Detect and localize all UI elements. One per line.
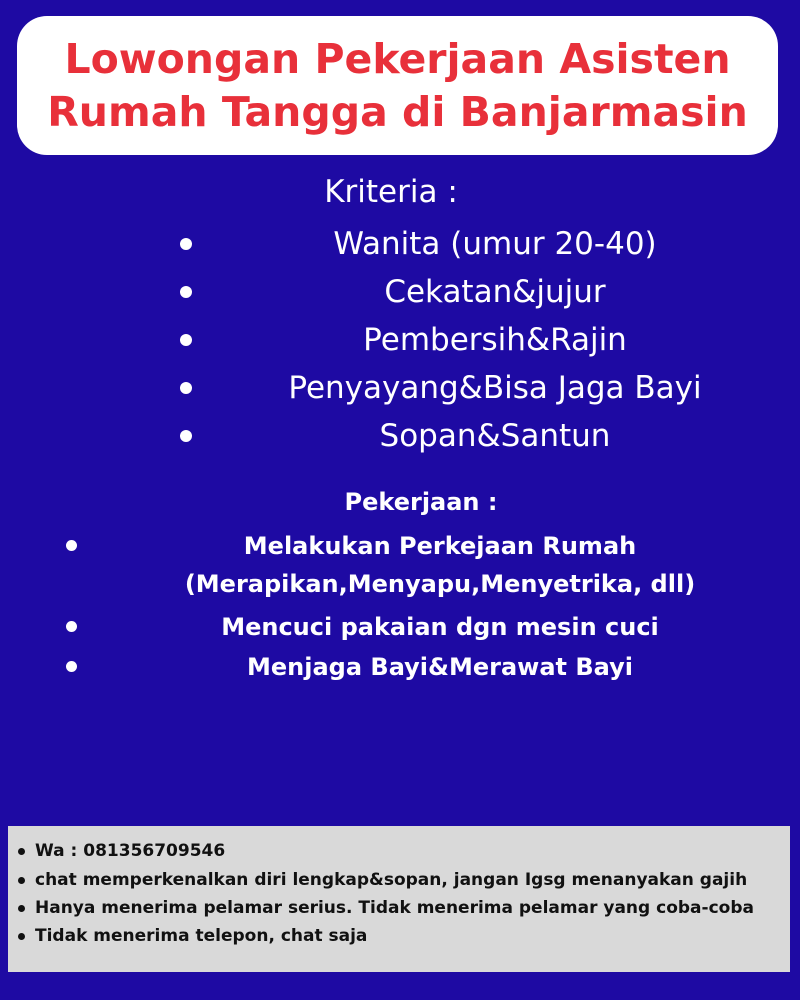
bullet-icon [18,848,25,855]
pekerjaan-item [0,608,800,646]
pekerjaan-item-detail: (Merapikan,Menyapu,Menyetrika, dll) [184,570,696,598]
info-item [8,922,790,950]
kriteria-item [0,222,800,266]
kriteria-item-text: Sopan&Santun [379,418,611,454]
kriteria-item-text: Pembersih&Rajin [363,322,627,358]
kriteria-item [0,366,800,410]
bullet-icon [18,905,25,912]
pekerjaan-item [0,648,800,686]
pekerjaan-heading: Pekerjaan : [344,488,498,516]
info-item-text: Hanya menerima pelamar serius. Tidak menerima pelamar yang coba-coba [35,898,754,918]
bullet-icon [66,621,77,632]
kriteria-heading: Kriteria : [324,174,458,210]
pekerjaan-item-text: Menjaga Bayi&Merawat Bayi [247,653,633,681]
pekerjaan-item-text: Mencuci pakaian dgn mesin cuci [221,613,659,641]
title-banner [17,16,778,155]
kriteria-item-text: Wanita (umur 20-40) [333,226,657,262]
info-item-text: chat memperkenalkan diri lengkap&sopan, jangan Igsg menanyakan gajih [35,870,748,890]
info-item [8,894,790,922]
pekerjaan-item-text: Melakukan Perkejaan Rumah [243,532,637,560]
kriteria-item [0,318,800,362]
bullet-icon [18,877,25,884]
kriteria-item [0,414,800,458]
bullet-icon [66,661,77,672]
title-line-1: Lowongan Pekerjaan Asisten [64,35,731,84]
info-item [8,866,790,894]
kriteria-item [0,270,800,314]
info-item-text: Wa : 081356709546 [35,841,226,861]
bullet-icon [18,933,25,940]
kriteria-item-text: Penyayang&Bisa Jaga Bayi [288,370,702,406]
title-line-2: Rumah Tangga di Banjarmasin [47,87,748,136]
pekerjaan-item [0,527,800,603]
info-box [8,826,790,972]
info-item [8,837,790,865]
info-item-text: Tidak menerima telepon, chat saja [35,926,368,946]
bullet-icon [66,540,77,551]
kriteria-item-text: Cekatan&jujur [384,274,606,310]
